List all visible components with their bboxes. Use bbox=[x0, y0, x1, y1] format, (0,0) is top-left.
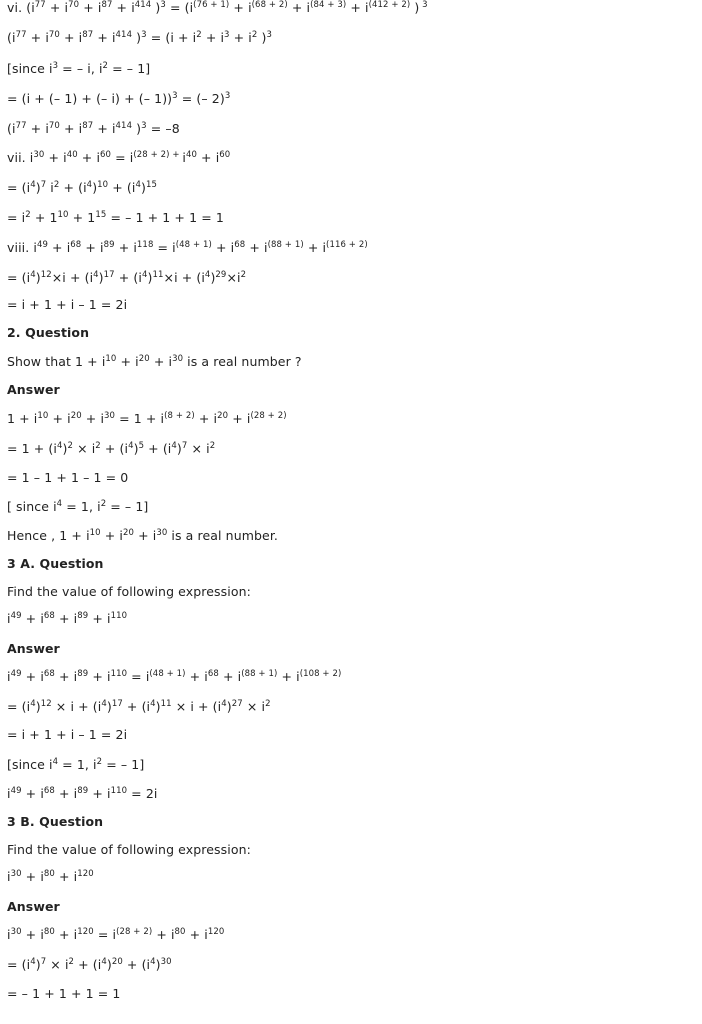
question-text: Find the value of following expression: bbox=[7, 584, 251, 599]
equation-line: = 1 – 1 + 1 – 1 = 0 bbox=[7, 470, 129, 485]
equation-line: = $(i^4)^{12}\times i + (i^4)^{17} + (i^4)^{11}\times i + (i^4)^{29}\times i^2$ bbox=[7, 270, 247, 285]
equation-line: [since $i^4 = 1$, $i^2$ = – 1] bbox=[7, 757, 145, 772]
equation-line: ($i^{77} + i^{70} + i^{87} + i^{414}$ )$^3 = (i + i^2 + i^3 + i^2$ )$^3$ bbox=[7, 30, 272, 45]
equation-line: = $(i^4)^7 \times i^2 + (i^4)^{20} + (i^4)^{30}$ bbox=[7, 957, 172, 972]
equation-line: = $(i^4)^7$ $i^2 + (i^4)^{10} + (i^4)^{15}$ bbox=[7, 180, 158, 195]
equation-line: = i + 1 + i – 1 = 2i bbox=[7, 727, 128, 742]
equation-line: $i^{49} + i^{68} + i^{89} + i^{110} = i^{(48 + 1)} + i^{68} + i^{(88 + 1)} + i^{(108 + 2)}$ bbox=[7, 669, 342, 684]
equation-line: ($i^{77} + i^{70} + i^{87} + i^{414}$ )$^3$ = –8 bbox=[7, 121, 180, 136]
equation-line: vii. $i^{30} + i^{40} + i^{60} = i^{(28 + 2) +}$ $i^{40} + i^{60}$ bbox=[7, 150, 231, 165]
equation-line: Hence , $1 + i^{10} + i^{20} + i^{30}$ is a real number. bbox=[7, 528, 278, 543]
section-heading: 2. Question bbox=[7, 325, 90, 340]
equation-line: [since $i^3$ = – i, $i^2$ = – 1] bbox=[7, 61, 151, 76]
equation-line: vi. ($i^{77} + i^{70} + i^{87} + i^{414}$ )$^3 = (i^{(76 + 1)} + i^{(68 + 2)} + i^{(84 + 3)} + i^{(412 + 2)}$ ) $^3$ bbox=[7, 0, 428, 15]
equation-line: $i^{30} + i^{80} + i^{120}$ bbox=[7, 869, 94, 884]
answer-heading: Answer bbox=[7, 382, 60, 397]
equation-line: = $1 + (i^4)^2 \times i^2 + (i^4)^5 + (i^4)^7 \times i^2$ bbox=[7, 441, 216, 456]
question-text: Show that $1 + i^{10} + i^{20} + i^{30}$ is a real number ? bbox=[7, 354, 302, 369]
question-text: Find the value of following expression: bbox=[7, 842, 251, 857]
equation-line: = – 1 + 1 + 1 = 1 bbox=[7, 986, 121, 1001]
equation-line: = (i + (– 1) + (– i) + (– 1))$^3$ = (– 2)$^3$ bbox=[7, 91, 231, 106]
answer-heading: Answer bbox=[7, 641, 60, 656]
equation-line: = $(i^4)^{12} \times i + (i^4)^{17} + (i^4)^{11} \times i + (i^4)^{27} \times i^2$ bbox=[7, 699, 271, 714]
section-heading: 3 A. Question bbox=[7, 556, 104, 571]
equation-line: $i^{30} + i^{80} + i^{120} = i^{(28 + 2)} + i^{80} + i^{120}$ bbox=[7, 927, 225, 942]
equation-line: viii. $i^{49} + i^{68} + i^{89} + i^{118} = i^{(48 + 1)} + i^{68} + i^{(88 + 1)} + i^{(116 + 2)}$ bbox=[7, 240, 368, 255]
answer-heading: Answer bbox=[7, 899, 60, 914]
equation-line: = i + 1 + i – 1 = 2i bbox=[7, 297, 128, 312]
equation-line: $1 + i^{10} + i^{20} + i^{30} = 1 + i^{(8 + 2)} + i^{20} + i^{(28 + 2)}$ bbox=[7, 411, 287, 426]
equation-line: = $i^2 + 1^{10} + 1^{15}$ = – 1 + 1 + 1 = 1 bbox=[7, 210, 224, 225]
equation-line: [ since $i^4 = 1$, $i^2$ = – 1] bbox=[7, 499, 149, 514]
equation-line: $i^{49} + i^{68} + i^{89} + i^{110} = 2i$ bbox=[7, 786, 158, 801]
section-heading: 3 B. Question bbox=[7, 814, 104, 829]
equation-line: $i^{49} + i^{68} + i^{89} + i^{110}$ bbox=[7, 611, 128, 626]
